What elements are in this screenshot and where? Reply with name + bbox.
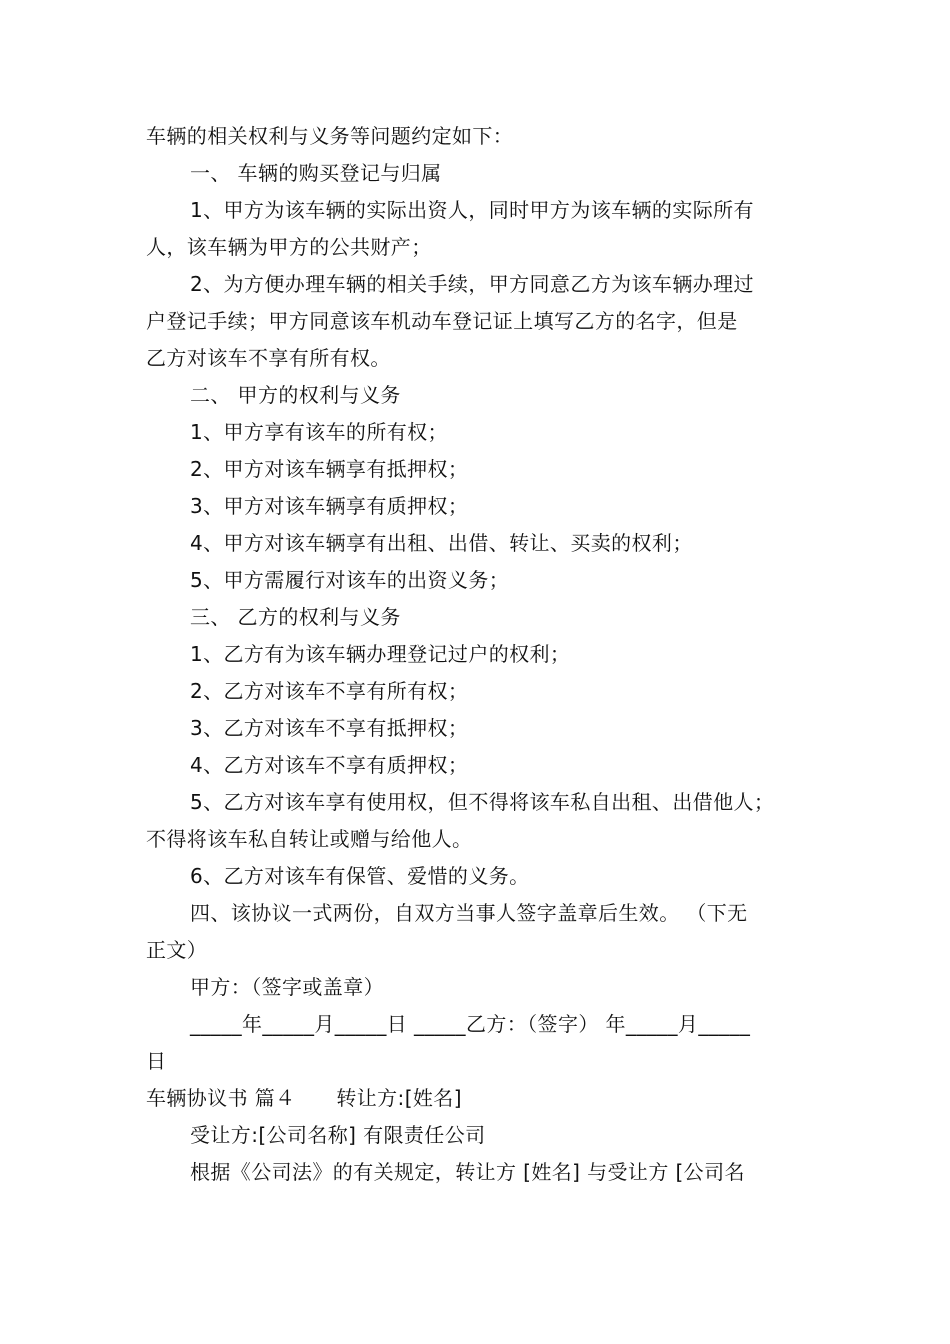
- text-line: 2、乙方对该车不享有所有权；: [190, 679, 469, 703]
- text-line: 4、乙方对该车不享有质押权；: [190, 753, 469, 777]
- text-line: 3、乙方对该车不享有抵押权；: [190, 716, 469, 740]
- text-line: 4、甲方对该车辆享有出租、出借、转让、买卖的权利；: [190, 531, 693, 555]
- text-line: 日: [146, 1049, 167, 1073]
- section-heading-4: 四、该协议一式两份，自双方当事人签字盖章后生效。 （下无: [190, 901, 748, 925]
- text-line-intro: 车辆的相关权利与义务等问题约定如下：: [146, 124, 514, 148]
- text-line: 根据《公司法》的有关规定，转让方 [姓名] 与受让方 [公司名: [190, 1160, 745, 1184]
- text-line: 2、为方便办理车辆的相关手续，甲方同意乙方为该车辆办理过: [190, 272, 754, 296]
- section-heading-1: 一、 车辆的购买登记与归属: [190, 161, 442, 185]
- text-line: 乙方对该车不享有所有权。: [146, 346, 391, 370]
- agreement-title: 车辆协议书 篇４ 转让方:[姓名]: [146, 1086, 462, 1110]
- text-line: 1、乙方有为该车辆办理登记过户的权利；: [190, 642, 571, 666]
- text-line: 人，该车辆为甲方的公共财产；: [146, 235, 432, 259]
- text-line: 1、甲方享有该车的所有权；: [190, 420, 448, 444]
- text-line: 不得将该车私自转让或赠与给他人。: [146, 827, 473, 851]
- text-line: 正文）: [146, 938, 208, 962]
- text-line: 6、乙方对该车有保管、爱惜的义务。: [190, 864, 530, 888]
- section-heading-2: 二、 甲方的权利与义务: [190, 383, 401, 407]
- section-heading-3: 三、 乙方的权利与义务: [190, 605, 401, 629]
- transferee-line: 受让方:[公司名称] 有限责任公司: [190, 1123, 486, 1147]
- text-line: 5、乙方对该车享有使用权，但不得将该车私自出租、出借他人；: [190, 790, 775, 814]
- text-line: 5、甲方需履行对该车的出资义务；: [190, 568, 510, 592]
- text-line: 1、甲方为该车辆的实际出资人，同时甲方为该车辆的实际所有: [190, 198, 754, 222]
- signature-date-line: _____年_____月_____日 _____乙方：（签字） 年_____月_____: [190, 1012, 751, 1036]
- text-line: 3、甲方对该车辆享有质押权；: [190, 494, 469, 518]
- text-line: 2、甲方对该车辆享有抵押权；: [190, 457, 469, 481]
- text-line: 户登记手续；甲方同意该车机动车登记证上填写乙方的名字，但是: [146, 309, 738, 333]
- signature-party-a: 甲方：（签字或盖章）: [190, 975, 384, 999]
